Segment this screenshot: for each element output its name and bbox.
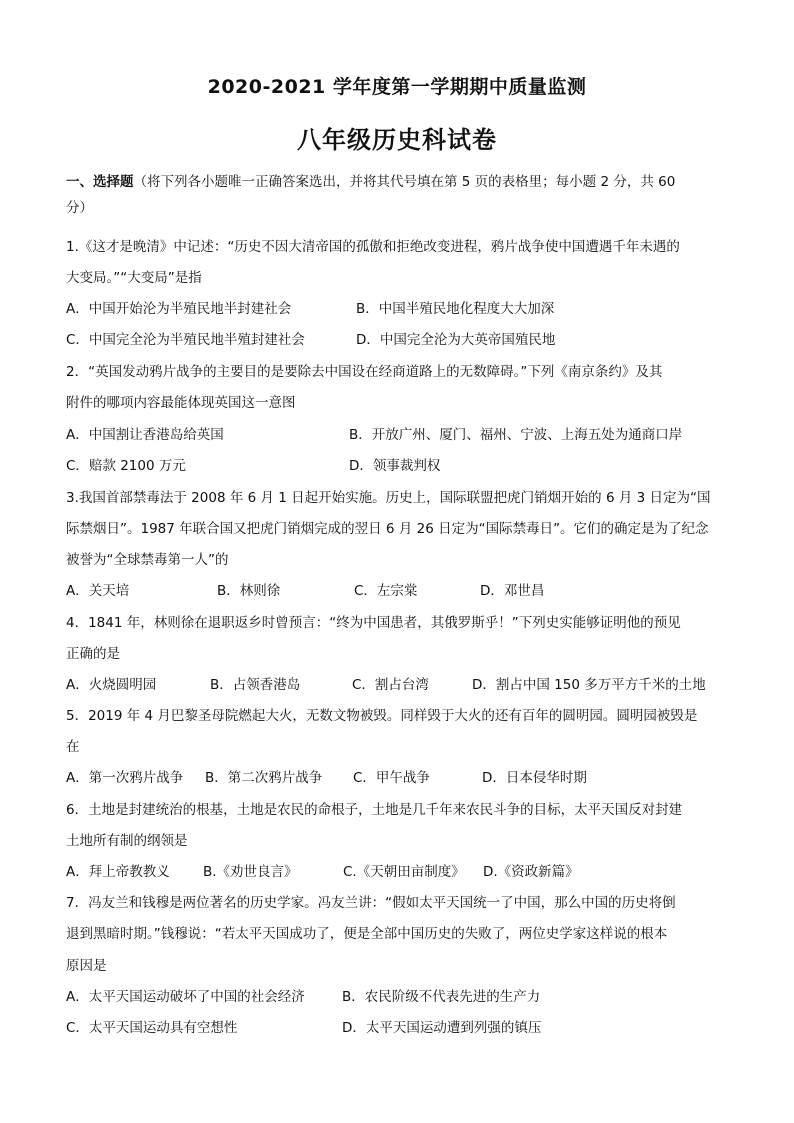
section-instruction-cont: 分） (66, 200, 93, 216)
question-7-line-1: 7．冯友兰和钱穆是两位著名的历史学家。冯友兰讲：“假如太平天国统一了中国，那么中国的历史将倒 (66, 895, 676, 911)
question-6-option-c: C.《天朝田亩制度》 (343, 864, 465, 880)
question-7-line-2: 退到黑暗时期。”钱穆说：“若太平天国成功了，便是全部中国历史的失败了，两位史学家这样说的根本 (66, 926, 668, 942)
question-2-option-b: B．开放广州、厦门、福州、宁波、上海五处为通商口岸 (349, 427, 683, 443)
question-3-option-b: B．林则徐 (217, 583, 281, 599)
section-heading: 一、选择题 (66, 174, 134, 190)
section-heading-line (66, 172, 732, 192)
question-1-option-a: A．中国开始沦为半殖民地半封建社会 (66, 301, 292, 317)
question-6-option-d: D.《资政新篇》 (483, 864, 579, 880)
question-5-line-2: 在 (66, 739, 80, 755)
question-7-option-b: B．农民阶级不代表先进的生产力 (342, 989, 541, 1005)
exam-title: 2020-2021 学年度第一学期期中质量监测 (207, 76, 587, 98)
question-4-option-a: A．火烧圆明园 (66, 677, 157, 693)
question-4-option-c: C．割占台湾 (352, 677, 429, 693)
question-7-option-d: D．太平天国运动遭到列强的镇压 (342, 1020, 542, 1036)
question-2-option-a: A．中国割让香港岛给英国 (66, 427, 224, 443)
section-instruction: （将下列各小题唯一正确答案选出，并将其代号填在第 5 页的表格里；每小题 2 分，共 60 (133, 174, 676, 190)
question-2-line-2: 附件的哪项内容最能体现英国这一意图 (66, 395, 296, 411)
question-5-line-1: 5．2019 年 4 月巴黎圣母院燃起大火，无数文物被毁。同样毁于大火的还有百年的圆明园。圆明园被毁是 (66, 708, 698, 724)
question-6-line-1: 6．土地是封建统治的根基，土地是农民的命根子，土地是几千年来农民斗争的目标，太平天国反对封建 (66, 802, 683, 818)
question-1-line-1: 1.《这才是晚清》中记述：“历史不因大清帝国的孤傲和拒绝改变进程，鸦片战争使中国遭遇千年未遇的 (66, 239, 680, 255)
question-2-option-d: D．领事裁判权 (349, 458, 441, 474)
question-4-option-b: B．占领香港岛 (210, 677, 301, 693)
question-7-line-3: 原因是 (66, 958, 107, 974)
question-3-line-2: 际禁烟日”。1987 年联合国又把虎门销烟完成的翌日 6 月 26 日定为“国际禁毒日”。它们的确定是为了纪念 (66, 521, 709, 537)
question-3-option-c: C．左宗棠 (354, 583, 418, 599)
question-6-option-a: A．拜上帝教教义 (66, 864, 170, 880)
question-4-line-1: 4．1841 年，林则徐在退职返乡时曾预言：“终为中国患者，其俄罗斯乎！”下列史实能够证明他的预见 (66, 615, 681, 631)
question-7-option-a: A．太平天国运动破坏了中国的社会经济 (66, 989, 305, 1005)
exam-subtitle: 八年级历史科试卷 (297, 126, 497, 154)
question-4-option-d: D．割占中国 150 多万平方千米的土地 (472, 677, 706, 693)
question-1-option-d: D．中国完全沦为大英帝国殖民地 (356, 332, 556, 348)
question-6-line-2: 土地所有制的纲领是 (66, 833, 188, 849)
question-1-option-c: C．中国完全沦为半殖民地半殖封建社会 (66, 332, 305, 348)
question-2-option-c: C．赔款 2100 万元 (66, 458, 186, 474)
question-3-line-3: 被誉为“全球禁毒第一人”的 (66, 552, 229, 568)
question-3-option-a: A．关天培 (66, 583, 130, 599)
question-5-option-a: A．第一次鸦片战争 (66, 770, 184, 786)
question-5-option-c: C．甲午战争 (353, 770, 430, 786)
question-2-line-1: 2．“英国发动鸦片战争的主要目的是要除去中国设在经商道路上的无数障碍。”下列《南京条约》及其 (66, 364, 663, 380)
question-1-option-b: B．中国半殖民地化程度大大加深 (356, 301, 555, 317)
question-3-line-1: 3.我国首部禁毒法于 2008 年 6 月 1 日起开始实施。历史上，国际联盟把虎门销烟开始的 6 月 3 日定为“国 (66, 490, 711, 506)
question-5-option-d: D．日本侵华时期 (482, 770, 587, 786)
question-5-option-b: B．第二次鸦片战争 (205, 770, 323, 786)
question-4-line-2: 正确的是 (66, 646, 120, 662)
question-7-option-c: C．太平天国运动具有空想性 (66, 1020, 238, 1036)
question-6-option-b: B.《劝世良言》 (203, 864, 298, 880)
question-3-option-d: D．邓世昌 (480, 583, 545, 599)
question-1-line-2: 大变局。”“大变局”是指 (66, 270, 202, 286)
